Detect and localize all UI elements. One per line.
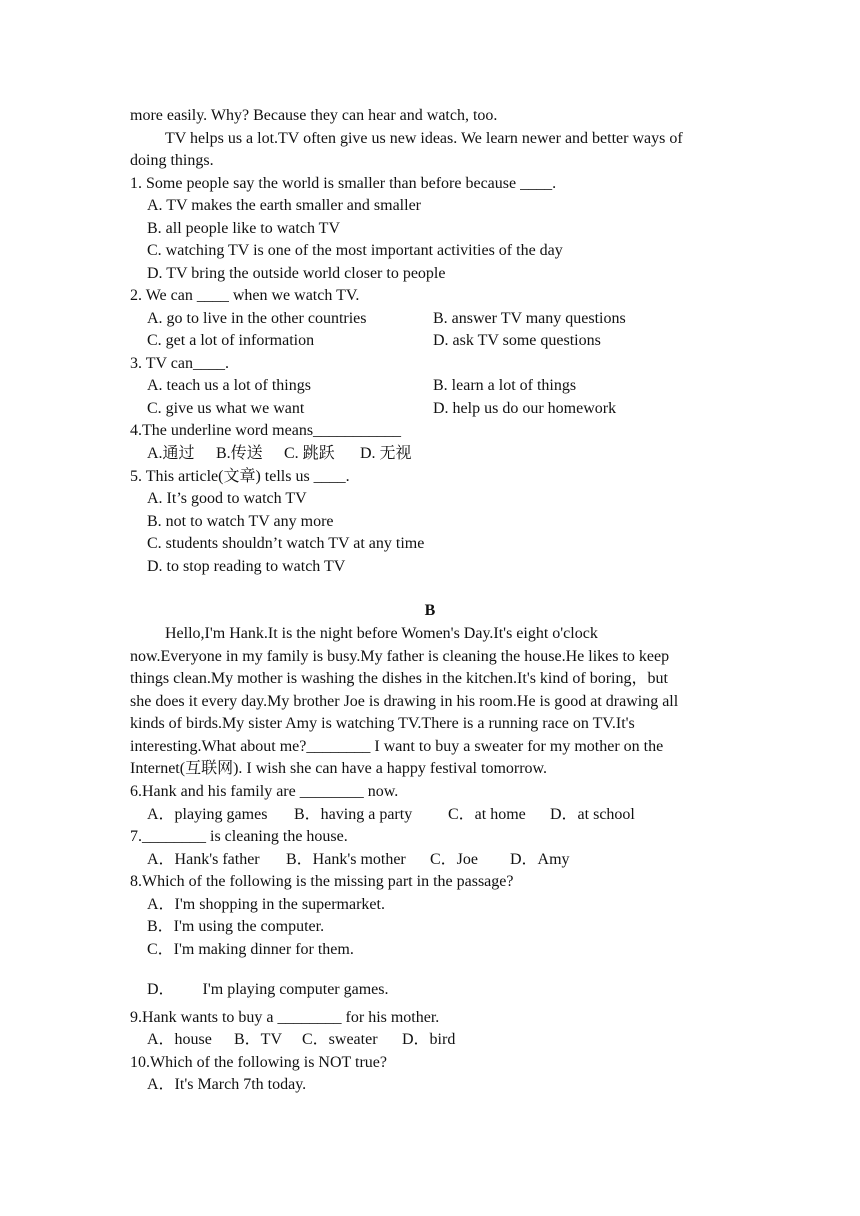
question-1-option-c: C. watching TV is one of the most important activities of the day xyxy=(147,242,563,259)
question-6-option-c: C．at home xyxy=(448,806,526,823)
question-6-option-d: D．at school xyxy=(550,806,635,823)
question-2-option-a: A. go to live in the other countries xyxy=(147,310,367,327)
question-8-stem: 8.Which of the following is the missing part in the passage? xyxy=(130,873,514,890)
question-6-option-a: A．playing games xyxy=(147,806,268,823)
passage-b-line: things clean.My mother is washing the dishes in the kitchen.It's kind of boring，but xyxy=(130,670,668,687)
question-2-option-b: B. answer TV many questions xyxy=(433,310,626,327)
question-2-stem: 2. We can ____ when we watch TV. xyxy=(130,287,360,304)
passage-b-line: kinds of birds.My sister Amy is watching TV.There is a running race on TV.It's xyxy=(130,715,635,732)
question-9-option-a: A．house xyxy=(147,1031,212,1048)
passage-a-line: more easily. Why? Because they can hear and watch, too. xyxy=(130,107,498,124)
question-5-option-b: B. not to watch TV any more xyxy=(147,513,334,530)
question-1-stem: 1. Some people say the world is smaller than before because ____. xyxy=(130,175,557,192)
question-3-option-a: A. teach us a lot of things xyxy=(147,377,311,394)
question-3-option-c: C. give us what we want xyxy=(147,400,305,417)
question-3-stem: 3. TV can____. xyxy=(130,355,229,372)
question-10-option-a: A．It's March 7th today. xyxy=(147,1076,307,1093)
question-9-stem: 9.Hank wants to buy a ________ for his mother. xyxy=(130,1009,440,1026)
question-1-option-b: B. all people like to watch TV xyxy=(147,220,340,237)
question-4-option-d: D. 无视 xyxy=(360,445,412,462)
question-8-option-a: A．I'm shopping in the supermarket. xyxy=(147,896,385,913)
question-7-option-b: B．Hank's mother xyxy=(286,851,406,868)
question-5-stem: 5. This article(文章) tells us ____. xyxy=(130,468,350,485)
passage-b-line: Internet(互联网). I wish she can have a happy festival tomorrow. xyxy=(130,760,548,777)
question-5-option-d: D. to stop reading to watch TV xyxy=(147,558,346,575)
question-8-option-c: C．I'm making dinner for them. xyxy=(147,941,354,958)
question-4-option-b: B.传送 xyxy=(216,445,263,462)
question-7-stem: 7.________ is cleaning the house. xyxy=(130,828,348,845)
passage-a-line: TV helps us a lot.TV often give us new ideas. We learn newer and better ways of xyxy=(165,130,683,147)
question-1-option-d: D. TV bring the outside world closer to people xyxy=(147,265,446,282)
question-6-option-b: B．having a party xyxy=(294,806,413,823)
question-7-option-d: D．Amy xyxy=(510,851,570,868)
question-7-option-c: C．Joe xyxy=(430,851,479,868)
question-7-option-a: A．Hank's father xyxy=(147,851,260,868)
passage-b-line: interesting.What about me?________ I want to buy a sweater for my mother on the xyxy=(130,738,664,755)
question-3-option-d: D. help us do our homework xyxy=(433,400,617,417)
question-4-stem: 4.The underline word means___________ xyxy=(130,422,402,439)
question-3-option-b: B. learn a lot of things xyxy=(433,377,577,394)
question-1-option-a: A. TV makes the earth smaller and smaller xyxy=(147,197,421,214)
passage-b-line: Hello,I'm Hank.It is the night before Women's Day.It's eight o'clock xyxy=(165,625,598,642)
question-9-option-b: B．TV xyxy=(234,1031,283,1048)
question-9-option-c: C．sweater xyxy=(302,1031,378,1048)
question-4-option-c: C. 跳跃 xyxy=(284,445,335,462)
question-8-option-b: B．I'm using the computer. xyxy=(147,918,325,935)
question-5-option-a: A. It’s good to watch TV xyxy=(147,490,307,507)
question-5-option-c: C. students shouldn’t watch TV at any time xyxy=(147,535,425,552)
question-4-option-a: A.通过 xyxy=(147,445,195,462)
question-10-stem: 10.Which of the following is NOT true? xyxy=(130,1054,387,1071)
question-6-stem: 6.Hank and his family are ________ now. xyxy=(130,783,399,800)
question-2-option-d: D. ask TV some questions xyxy=(433,332,601,349)
question-8-option-d: D． I'm playing computer games. xyxy=(147,981,389,998)
passage-b-line: now.Everyone in my family is busy.My father is cleaning the house.He likes to keep xyxy=(130,648,670,665)
question-2-option-c: C. get a lot of information xyxy=(147,332,315,349)
question-9-option-d: D．bird xyxy=(402,1031,456,1048)
section-b-heading: B xyxy=(424,602,436,619)
passage-a-line: doing things. xyxy=(130,152,214,169)
passage-b-line: she does it every day.My brother Joe is drawing in his room.He is good at drawing all xyxy=(130,693,679,710)
